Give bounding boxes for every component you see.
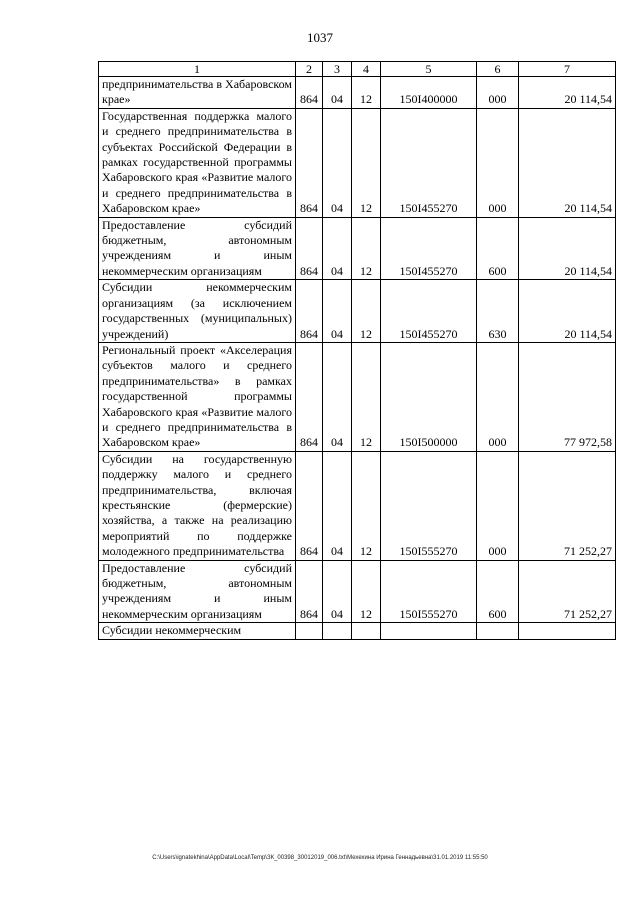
column-header: 3	[323, 62, 352, 77]
table-row	[99, 560, 616, 623]
row-section-code	[323, 623, 352, 639]
row-target-code	[381, 623, 477, 639]
table-row	[99, 342, 616, 451]
row-target-code: 150I400000	[381, 77, 477, 109]
row-name: Предоставление субсидий бюджетным, автономным учреждениям и иным некоммерческим организациям	[99, 560, 296, 623]
row-ministry-code	[296, 623, 323, 639]
table-row	[99, 108, 616, 217]
table-row	[99, 451, 616, 560]
column-header: 5	[381, 62, 477, 77]
row-name: предпринимательства в Хабаровском крае»	[99, 77, 296, 109]
row-section-code: 04	[323, 560, 352, 623]
file-path-footer: C:\Users\ignatekhina\AppData\Local\Temp\ЗК_00398_30012019_006.txt\Мехехина Ирина Геннадьевна\31.01.2019 11:55:50	[152, 855, 488, 861]
row-name: Предоставление субсидий бюджетным, автономным учреждениям и иным некоммерческим организациям	[99, 217, 296, 280]
row-ministry-code: 864	[296, 342, 323, 451]
row-section-code: 04	[323, 342, 352, 451]
row-target-code: 150I555270	[381, 560, 477, 623]
row-target-code: 150I555270	[381, 451, 477, 560]
row-section-code: 04	[323, 217, 352, 280]
row-expense-type: 000	[477, 451, 519, 560]
column-header: 1	[99, 62, 296, 77]
row-ministry-code: 864	[296, 217, 323, 280]
budget-table	[98, 61, 616, 640]
row-subsection-code: 12	[352, 280, 381, 343]
row-expense-type: 000	[477, 108, 519, 217]
row-name: Субсидии некоммерческим	[99, 623, 296, 639]
row-name: Государственная поддержка малого и среднего предпринимательства в субъектах Российской Федерации в рамках государственной программы Хабаровского края «Развитие малого и среднего предпринимательства в Хабаровском крае»	[99, 108, 296, 217]
row-target-code: 150I455270	[381, 217, 477, 280]
row-amount: 20 114,54	[519, 77, 616, 109]
row-amount: 71 252,27	[519, 451, 616, 560]
row-subsection-code: 12	[352, 560, 381, 623]
row-expense-type	[477, 623, 519, 639]
row-expense-type: 600	[477, 217, 519, 280]
row-section-code: 04	[323, 77, 352, 109]
row-amount	[519, 623, 616, 639]
row-ministry-code: 864	[296, 280, 323, 343]
row-subsection-code: 12	[352, 451, 381, 560]
page-number: 1037	[307, 30, 333, 45]
row-name: Субсидии некоммерческим организациям (за исключением государственных (муниципальных) учреждений)	[99, 280, 296, 343]
table-row	[99, 280, 616, 343]
table-row	[99, 217, 616, 280]
row-subsection-code	[352, 623, 381, 639]
column-header: 7	[519, 62, 616, 77]
row-subsection-code: 12	[352, 342, 381, 451]
table-row	[99, 623, 616, 639]
row-name: Субсидии на государственную поддержку малого и среднего предпринимательства, включая крестьянские (фермерские) хозяйства, а также на реализацию мероприятий по поддержке молодежного предпринимательства	[99, 451, 296, 560]
row-expense-type: 000	[477, 342, 519, 451]
row-expense-type: 630	[477, 280, 519, 343]
row-expense-type: 000	[477, 77, 519, 109]
row-ministry-code: 864	[296, 560, 323, 623]
row-section-code: 04	[323, 451, 352, 560]
row-ministry-code: 864	[296, 77, 323, 109]
row-subsection-code: 12	[352, 77, 381, 109]
row-target-code: 150I455270	[381, 108, 477, 217]
row-amount: 20 114,54	[519, 280, 616, 343]
row-target-code: 150I500000	[381, 342, 477, 451]
row-amount: 20 114,54	[519, 108, 616, 217]
column-header: 2	[296, 62, 323, 77]
table-header-row	[99, 62, 616, 77]
row-amount: 20 114,54	[519, 217, 616, 280]
row-subsection-code: 12	[352, 108, 381, 217]
row-expense-type: 600	[477, 560, 519, 623]
row-target-code: 150I455270	[381, 280, 477, 343]
table-row	[99, 77, 616, 109]
column-header: 6	[477, 62, 519, 77]
row-name: Региональный проект «Акселерация субъектов малого и среднего предпринимательства» в рамках государственной программы Хабаровского края «Развитие малого и среднего предпринимательства в Хабаровском крае»	[99, 342, 296, 451]
row-section-code: 04	[323, 108, 352, 217]
row-subsection-code: 12	[352, 217, 381, 280]
column-header: 4	[352, 62, 381, 77]
row-amount: 71 252,27	[519, 560, 616, 623]
row-ministry-code: 864	[296, 108, 323, 217]
row-section-code: 04	[323, 280, 352, 343]
row-ministry-code: 864	[296, 451, 323, 560]
row-amount: 77 972,58	[519, 342, 616, 451]
